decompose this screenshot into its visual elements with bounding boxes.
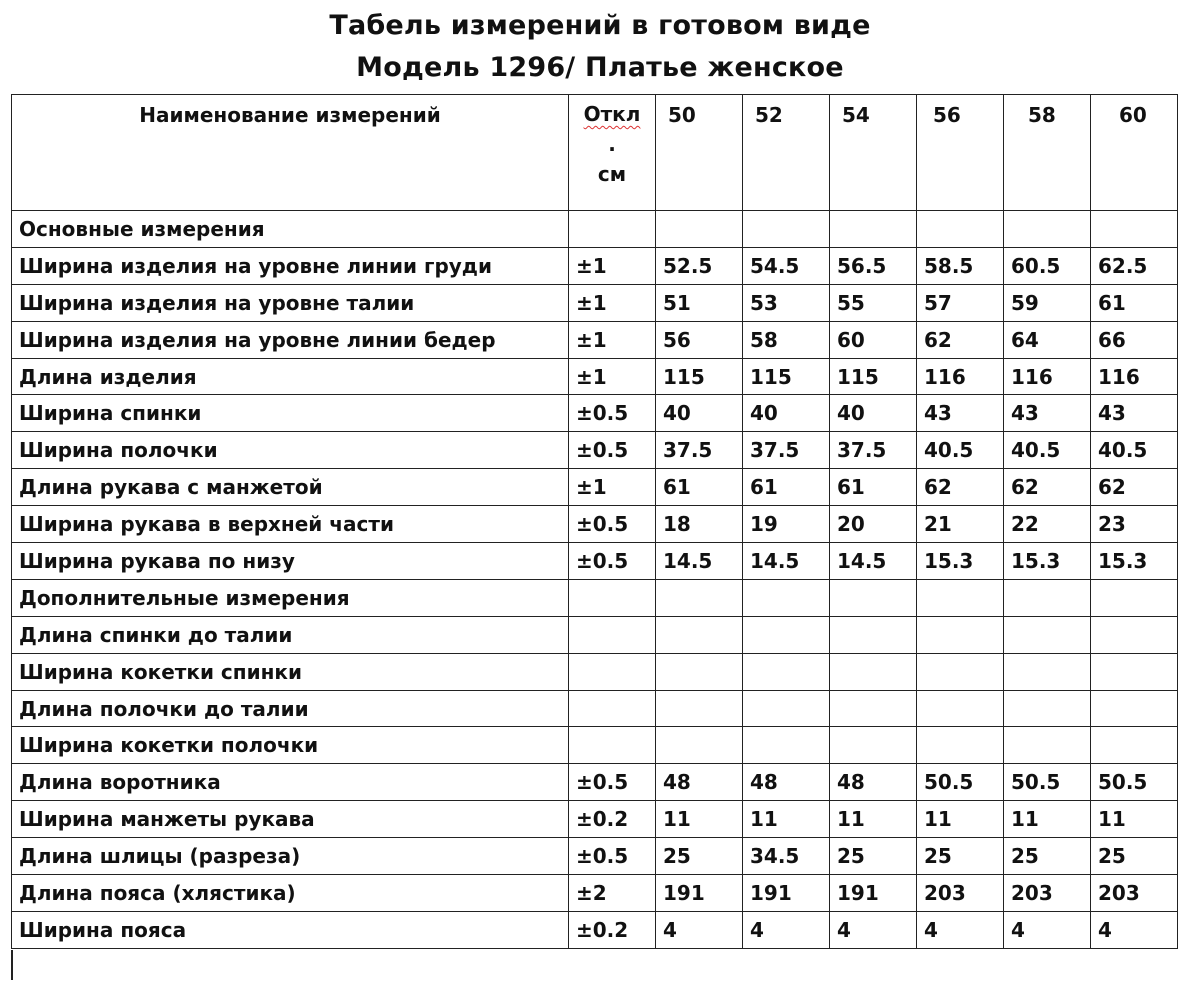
tolerance-cell: ±1: [569, 321, 656, 358]
size-value-cell: [656, 211, 743, 248]
size-value-cell: 48: [656, 764, 743, 801]
size-value-cell: [743, 653, 830, 690]
size-value-cell: 56: [656, 321, 743, 358]
size-value-cell: 4: [743, 911, 830, 948]
size-value-cell: 4: [656, 911, 743, 948]
size-value-cell: 50.5: [917, 764, 1004, 801]
size-value-cell: [1004, 653, 1091, 690]
measurement-name: Ширина изделия на уровне линии груди: [12, 247, 569, 284]
size-value-cell: [1091, 727, 1178, 764]
page-edge-line: [11, 950, 13, 980]
size-value-cell: 61: [1091, 284, 1178, 321]
size-value-cell: 58: [743, 321, 830, 358]
size-value-cell: [830, 690, 917, 727]
size-value-cell: 14.5: [830, 543, 917, 580]
table-row: [12, 395, 1178, 432]
size-value-cell: 66: [1091, 321, 1178, 358]
table-row: [12, 579, 1178, 616]
tolerance-cell: [569, 211, 656, 248]
measurement-name: Длина изделия: [12, 358, 569, 395]
table-row: [12, 911, 1178, 948]
tolerance-cell: ±0.5: [569, 432, 656, 469]
tolerance-cell: [569, 579, 656, 616]
size-value-cell: 22: [1004, 506, 1091, 543]
tolerance-cell: ±0.2: [569, 911, 656, 948]
size-value-cell: [743, 690, 830, 727]
measurement-name: Ширина изделия на уровне линии бедер: [12, 321, 569, 358]
size-value-cell: 23: [1091, 506, 1178, 543]
size-value-cell: 115: [743, 358, 830, 395]
size-value-cell: 40.5: [1091, 432, 1178, 469]
size-value-cell: 21: [917, 506, 1004, 543]
measurement-name: Ширина кокетки спинки: [12, 653, 569, 690]
size-value-cell: 203: [1091, 875, 1178, 912]
document-title: Табель измерений в готовом виде: [329, 10, 871, 41]
size-value-cell: 115: [656, 358, 743, 395]
size-value-cell: 116: [917, 358, 1004, 395]
size-value-cell: 62: [1004, 469, 1091, 506]
measurement-name: Длина полочки до талии: [12, 690, 569, 727]
size-value-cell: 14.5: [656, 543, 743, 580]
header-size-52: 52: [743, 95, 830, 211]
size-value-cell: 116: [1091, 358, 1178, 395]
tolerance-cell: [569, 616, 656, 653]
size-value-cell: 25: [656, 838, 743, 875]
size-value-cell: [1091, 211, 1178, 248]
size-value-cell: 48: [830, 764, 917, 801]
size-value-cell: [656, 727, 743, 764]
size-value-cell: [743, 579, 830, 616]
header-size-60: 60: [1091, 95, 1178, 211]
header-size-56: 56: [917, 95, 1004, 211]
size-value-cell: [1004, 727, 1091, 764]
table-row: [12, 727, 1178, 764]
size-value-cell: 37.5: [743, 432, 830, 469]
table-row: [12, 875, 1178, 912]
size-value-cell: [1004, 690, 1091, 727]
table-row: [12, 469, 1178, 506]
size-value-cell: 62: [1091, 469, 1178, 506]
size-value-cell: 11: [1091, 801, 1178, 838]
size-value-cell: [656, 653, 743, 690]
size-value-cell: 54.5: [743, 247, 830, 284]
size-value-cell: [1091, 690, 1178, 727]
size-value-cell: 51: [656, 284, 743, 321]
measurements-table: [11, 94, 1178, 949]
size-value-cell: 25: [1004, 838, 1091, 875]
table-row: [12, 284, 1178, 321]
tolerance-cell: ±0.5: [569, 395, 656, 432]
table-row: [12, 616, 1178, 653]
measurement-name: Ширина кокетки полочки: [12, 727, 569, 764]
measurement-name: Ширина рукава в верхней части: [12, 506, 569, 543]
size-value-cell: 52.5: [656, 247, 743, 284]
tolerance-cell: ±0.5: [569, 543, 656, 580]
size-value-cell: [917, 727, 1004, 764]
size-value-cell: 40: [656, 395, 743, 432]
size-value-cell: 20: [830, 506, 917, 543]
size-value-cell: 15.3: [1004, 543, 1091, 580]
header-tolerance-dot: .: [608, 132, 616, 156]
size-value-cell: 18: [656, 506, 743, 543]
size-value-cell: 4: [830, 911, 917, 948]
size-value-cell: 61: [743, 469, 830, 506]
size-value-cell: 25: [830, 838, 917, 875]
table-row: [12, 543, 1178, 580]
size-value-cell: 11: [743, 801, 830, 838]
tolerance-cell: ±1: [569, 247, 656, 284]
measurement-name: Основные измерения: [12, 211, 569, 248]
measurement-name: Дополнительные измерения: [12, 579, 569, 616]
size-value-cell: 4: [917, 911, 1004, 948]
size-value-cell: 116: [1004, 358, 1091, 395]
size-value-cell: 64: [1004, 321, 1091, 358]
size-value-cell: 34.5: [743, 838, 830, 875]
size-value-cell: 11: [1004, 801, 1091, 838]
size-value-cell: 50.5: [1004, 764, 1091, 801]
size-value-cell: 43: [1004, 395, 1091, 432]
size-value-cell: 11: [917, 801, 1004, 838]
size-value-cell: [917, 579, 1004, 616]
size-value-cell: 203: [1004, 875, 1091, 912]
size-value-cell: [917, 653, 1004, 690]
tolerance-cell: ±1: [569, 469, 656, 506]
size-value-cell: 50.5: [1091, 764, 1178, 801]
size-value-cell: 55: [830, 284, 917, 321]
size-value-cell: [743, 616, 830, 653]
header-tolerance-abbrev: Откл: [583, 102, 641, 126]
size-value-cell: [1091, 653, 1178, 690]
size-value-cell: 61: [656, 469, 743, 506]
size-value-cell: [656, 616, 743, 653]
tolerance-cell: ±0.5: [569, 838, 656, 875]
model-subtitle: Модель 1296/ Платье женское: [356, 52, 844, 83]
size-value-cell: 43: [917, 395, 1004, 432]
size-value-cell: 62: [917, 321, 1004, 358]
size-value-cell: 19: [743, 506, 830, 543]
size-value-cell: 62.5: [1091, 247, 1178, 284]
size-value-cell: [1004, 616, 1091, 653]
measurement-name: Длина пояса (хлястика): [12, 875, 569, 912]
measurement-name: Длина рукава с манжетой: [12, 469, 569, 506]
size-value-cell: 40.5: [1004, 432, 1091, 469]
size-value-cell: 37.5: [830, 432, 917, 469]
size-value-cell: [917, 690, 1004, 727]
size-value-cell: [917, 616, 1004, 653]
size-value-cell: 11: [656, 801, 743, 838]
size-value-cell: [1091, 616, 1178, 653]
size-value-cell: [743, 211, 830, 248]
size-value-cell: 43: [1091, 395, 1178, 432]
tolerance-cell: ±0.5: [569, 764, 656, 801]
table-row: [12, 211, 1178, 248]
size-value-cell: [830, 579, 917, 616]
size-value-cell: [830, 211, 917, 248]
tolerance-cell: [569, 727, 656, 764]
measurement-name: Ширина полочки: [12, 432, 569, 469]
table-row: [12, 358, 1178, 395]
size-value-cell: [656, 579, 743, 616]
header-measurement-name: Наименование измерений: [12, 95, 569, 211]
size-value-cell: 60: [830, 321, 917, 358]
table-row: [12, 247, 1178, 284]
size-value-cell: 60.5: [1004, 247, 1091, 284]
size-value-cell: 57: [917, 284, 1004, 321]
size-value-cell: 191: [656, 875, 743, 912]
measurement-name: Ширина пояса: [12, 911, 569, 948]
size-value-cell: 40: [743, 395, 830, 432]
size-value-cell: 115: [830, 358, 917, 395]
size-value-cell: [1091, 579, 1178, 616]
header-tolerance: [569, 95, 656, 211]
size-value-cell: [917, 211, 1004, 248]
table-row: [12, 690, 1178, 727]
size-value-cell: 48: [743, 764, 830, 801]
measurement-name: Ширина рукава по низу: [12, 543, 569, 580]
table-row: [12, 653, 1178, 690]
header-size-58: 58: [1004, 95, 1091, 211]
header-tolerance-unit: см: [597, 162, 627, 186]
tolerance-cell: ±1: [569, 358, 656, 395]
size-value-cell: 56.5: [830, 247, 917, 284]
measurement-name: Длина воротника: [12, 764, 569, 801]
table-row: [12, 838, 1178, 875]
size-value-cell: 25: [917, 838, 1004, 875]
size-value-cell: 11: [830, 801, 917, 838]
size-value-cell: 53: [743, 284, 830, 321]
measurement-name: Длина спинки до талии: [12, 616, 569, 653]
header-size-54: 54: [830, 95, 917, 211]
size-value-cell: [656, 690, 743, 727]
size-value-cell: 14.5: [743, 543, 830, 580]
table-header-row: [12, 95, 1178, 211]
size-value-cell: 37.5: [656, 432, 743, 469]
measurement-name: Ширина спинки: [12, 395, 569, 432]
size-value-cell: 40: [830, 395, 917, 432]
table-row: [12, 321, 1178, 358]
size-value-cell: 203: [917, 875, 1004, 912]
size-value-cell: [830, 727, 917, 764]
size-value-cell: 40.5: [917, 432, 1004, 469]
size-value-cell: [1004, 211, 1091, 248]
tolerance-cell: ±0.5: [569, 506, 656, 543]
size-value-cell: 15.3: [917, 543, 1004, 580]
size-value-cell: 62: [917, 469, 1004, 506]
size-value-cell: [1004, 579, 1091, 616]
size-value-cell: 191: [830, 875, 917, 912]
size-value-cell: [830, 653, 917, 690]
measurement-name: Ширина изделия на уровне талии: [12, 284, 569, 321]
size-value-cell: 61: [830, 469, 917, 506]
tolerance-cell: [569, 690, 656, 727]
measurement-name: Длина шлицы (разреза): [12, 838, 569, 875]
table-row: [12, 506, 1178, 543]
size-value-cell: [743, 727, 830, 764]
header-size-50: 50: [656, 95, 743, 211]
size-value-cell: 4: [1091, 911, 1178, 948]
size-value-cell: [830, 616, 917, 653]
size-value-cell: 15.3: [1091, 543, 1178, 580]
size-value-cell: 4: [1004, 911, 1091, 948]
measurement-name: Ширина манжеты рукава: [12, 801, 569, 838]
size-value-cell: 25: [1091, 838, 1178, 875]
table-row: [12, 801, 1178, 838]
tolerance-cell: ±2: [569, 875, 656, 912]
tolerance-cell: ±1: [569, 284, 656, 321]
size-value-cell: 58.5: [917, 247, 1004, 284]
tolerance-cell: [569, 653, 656, 690]
table-row: [12, 432, 1178, 469]
table-row: [12, 764, 1178, 801]
tolerance-cell: ±0.2: [569, 801, 656, 838]
size-value-cell: 59: [1004, 284, 1091, 321]
size-value-cell: 191: [743, 875, 830, 912]
